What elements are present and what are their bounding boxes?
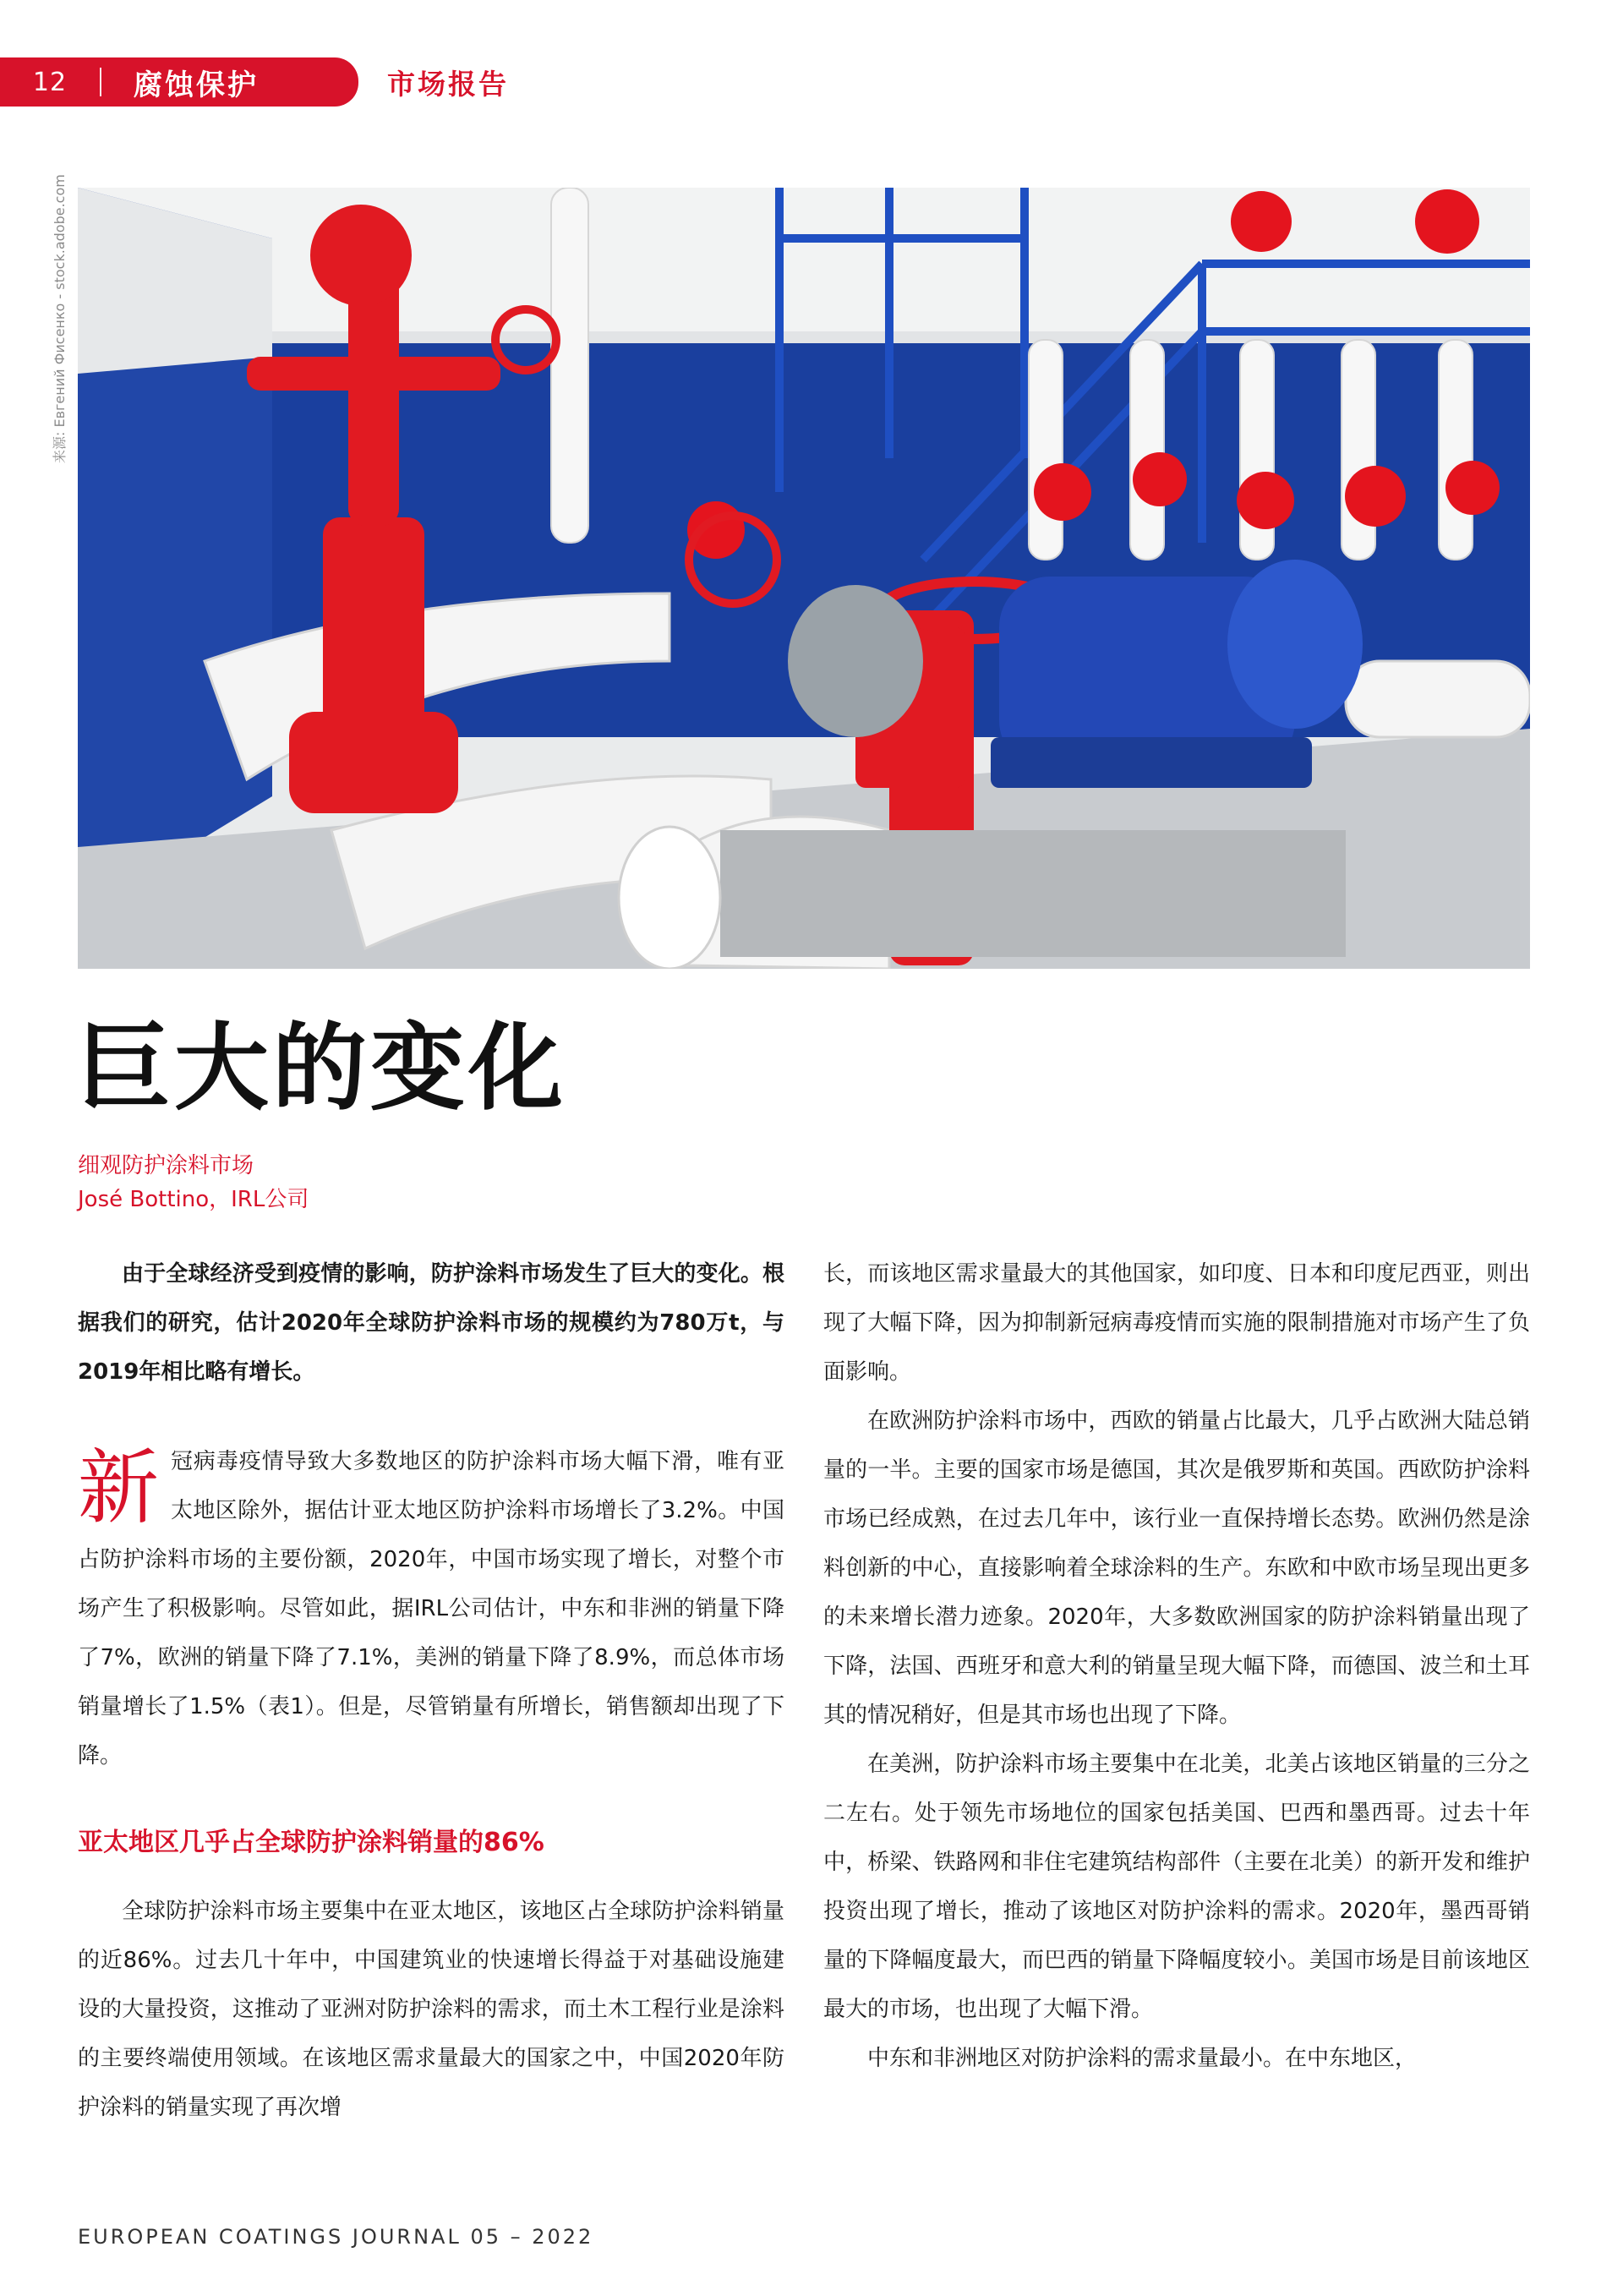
left-column — [78, 1249, 784, 2132]
body-paragraph-2: 全球防护涂料市场主要集中在亚太地区，该地区占全球防护涂料销量的近86%。过去几十年中，中国建筑业的快速增长得益于对基础设施建设的大量投资，这推动了亚洲对防护涂料的需求，而土木工程行业是涂料的主要终端使用领域。在该地区需求量最大的国家之中，中国2020年防护涂料的销量实现了再次增 — [78, 1899, 784, 2120]
article-subtitle: 细观防护涂料市场 — [78, 1153, 254, 1178]
body-paragraph-2-continued: 长，而该地区需求量最大的其他国家，如印度、日本和印度尼西亚，则出现了大幅下降，因为抑制新冠病毒疫情而实施的限制措施对市场产生了负面影响。 — [823, 1261, 1530, 1385]
right-column — [823, 1249, 1530, 2083]
body-paragraph-5: 中东和非洲地区对防护涂料的需求量最小。在中东地区， — [867, 2046, 1418, 2071]
body-paragraph-4: 在美洲，防护涂料市场主要集中在北美，北美占该地区销量的三分之二左右。处于领先市场地位的国家包括美国、巴西和墨西哥。过去十年中，桥梁、铁路网和非住宅建筑结构部件（主要在北美）的新开发和维护投资出现了增长，推动了该地区对防护涂料的需求。2020年，墨西哥销量的下降幅度最大，而巴西的销量下降幅度较小。美国市场是目前该地区最大的市场，也出现了大幅下滑。 — [823, 1752, 1530, 2022]
journal-footer: EUROPEAN COATINGS JOURNAL 05 – 2022 — [78, 2225, 594, 2249]
spacer — [78, 1397, 784, 1437]
article-author: José Bottino，IRL公司 — [78, 1187, 309, 1212]
lead-paragraph: 由于全球经济受到疫情的影响，防护涂料市场发生了巨大的变化。根据我们的研究，估计2020年全球防护涂料市场的规模约为780万t，与2019年相比略有增长。 — [78, 1261, 784, 1385]
article-photo — [78, 188, 1530, 969]
body-paragraph-1-text: 冠病毒疫情导致大多数地区的防护涂料市场大幅下滑，唯有亚太地区除外，据估计亚太地区防护涂料市场增长了3.2%。中国占防护涂料市场的主要份额，2020年，中国市场实现了增长，对整个市场产生了积极影响。尽管如此，据IRL公司估计，中东和非洲的销量下降了7%，欧洲的销量下降了7.1%，美洲的销量下降了8.9%，而总体市场销量增长了1.5%（表1）。但是，尽管销量有所增长，销售额却出现了下降。 — [78, 1449, 784, 1768]
photo-credit: 来源: Евгений Фисенко - stock.adobe.com — [52, 174, 68, 463]
pump-room-illustration — [78, 188, 1530, 969]
header-divider — [100, 68, 101, 96]
section-title: 腐蚀保护 — [134, 68, 259, 102]
drop-cap: 新 — [78, 1440, 159, 1535]
body-paragraph-3: 在欧洲防护涂料市场中，西欧的销量占比最大，几乎占欧洲大陆总销量的一半。主要的国家市场是德国，其次是俄罗斯和英国。西欧防护涂料市场已经成熟，在过去几年中，该行业一直保持增长态势。欧洲仍然是涂料创新的中心，直接影响着全球涂料的生产。东欧和中欧市场呈现出更多的未来增长潜力迹象。2020年，大多数欧洲国家的防护涂料销量出现了下降，法国、西班牙和意大利的销量呈现大幅下降，而德国、波兰和土耳其的情况稍好，但是其市场也出现了下降。 — [823, 1408, 1530, 1728]
section-tab — [0, 57, 358, 107]
page-number: 12 — [32, 67, 68, 97]
body-paragraph-1 — [78, 1437, 784, 1780]
section-heading: 亚太地区几乎占全球防护涂料销量的86% — [78, 1828, 544, 1857]
article-title: 巨大的变化 — [76, 1014, 566, 1123]
category-label: 市场报告 — [387, 68, 509, 101]
